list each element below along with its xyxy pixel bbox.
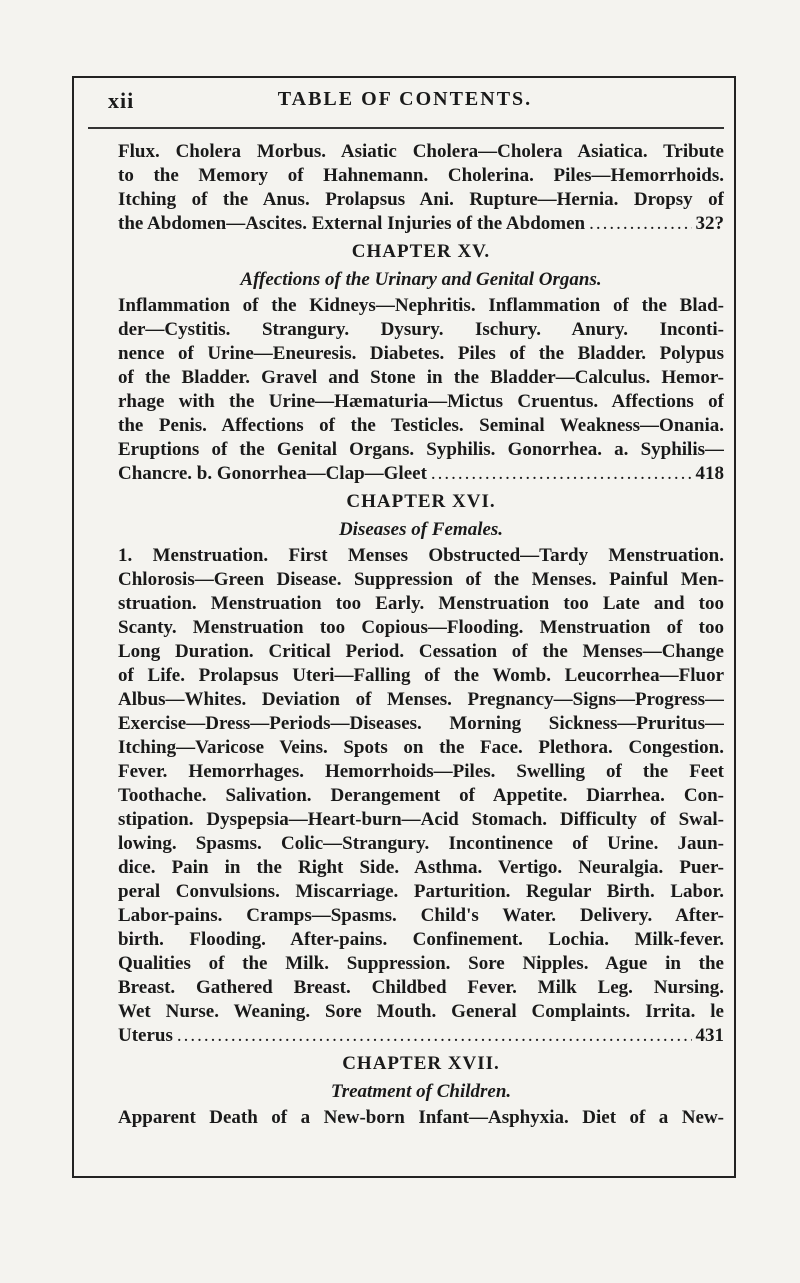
toc-entry-text: the Abdomen—Ascites. External Injuries of the Abdomen — [118, 213, 586, 234]
toc-line: Eruptions of the Genital Organs. Syphilis. Gonorrhea. a. Syphilis— — [118, 439, 724, 460]
toc-line: Fever. Hemorrhages. Hemorrhoids—Piles. Swelling of the Feet — [118, 761, 724, 782]
toc-line: Itching of the Anus. Prolapsus Ani. Rupture—Hernia. Dropsy of — [118, 189, 724, 210]
page-header — [80, 86, 730, 122]
toc-line: Labor-pains. Cramps—Spasms. Child's Water. Delivery. After- — [118, 905, 724, 926]
toc-line: Qualities of the Milk. Suppression. Sore Nipples. Ague in the — [118, 953, 724, 974]
chapter-subtitle: Affections of the Urinary and Genital Organs. — [240, 269, 602, 290]
chapter-heading: CHAPTER XVI. — [346, 491, 496, 512]
dot-leader — [177, 1024, 692, 1048]
toc-line: Apparent Death of a New-born Infant—Asphyxia. Diet of a New- — [118, 1107, 724, 1128]
page-number: xii — [108, 88, 135, 113]
toc-line: stipation. Dyspepsia—Heart-burn—Acid Stomach. Difficulty of Swal- — [118, 809, 724, 830]
toc-line: Long Duration. Critical Period. Cessation of the Menses—Change — [118, 641, 724, 662]
toc-line: rhage with the Urine—Hæmaturia—Mictus Cruentus. Affections of — [118, 391, 724, 412]
toc-line: to the Memory of Hahnemann. Cholerina. Piles—Hemorrhoids. — [118, 165, 724, 186]
dot-leader — [589, 212, 691, 236]
toc-line: of Life. Prolapsus Uteri—Falling of the Womb. Leucorrhea—Fluor — [118, 665, 724, 686]
toc-line: Itching—Varicose Veins. Spots on the Face. Plethora. Congestion. — [118, 737, 724, 758]
toc-page-number: 32? — [695, 213, 724, 234]
chapter-xvi — [118, 490, 724, 1048]
toc-line: nence of Urine—Eneuresis. Diabetes. Piles of the Bladder. Polypus — [118, 343, 724, 364]
running-title: TABLE OF CONTENTS. — [277, 88, 533, 110]
toc-entry-final — [118, 1024, 724, 1048]
toc-entry-text: Chancre. b. Gonorrhea—Clap—Gleet — [118, 463, 427, 484]
toc-line: peral Convulsions. Miscarriage. Parturition. Regular Birth. Labor. — [118, 881, 724, 902]
chapter-xv — [118, 240, 724, 486]
dot-leader — [431, 462, 692, 486]
toc-line: lowing. Spasms. Colic—Strangury. Incontinence of Urine. Jaun- — [118, 833, 724, 854]
toc-entry-final — [118, 212, 724, 236]
toc-content — [118, 140, 724, 1130]
toc-line: birth. Flooding. After-pains. Confinement. Lochia. Milk-fever. — [118, 929, 724, 950]
toc-line: Scanty. Menstruation too Copious—Flooding. Menstruation of too — [118, 617, 724, 638]
toc-block-continued — [118, 140, 724, 236]
toc-line: struation. Menstruation too Early. Menstruation too Late and too — [118, 593, 724, 614]
toc-line: Breast. Gathered Breast. Childbed Fever. Milk Leg. Nursing. — [118, 977, 724, 998]
chapter-subtitle: Treatment of Children. — [330, 1081, 512, 1102]
toc-line: the Penis. Affections of the Testicles. Seminal Weakness—Onania. — [118, 415, 724, 436]
toc-line: Inflammation of the Kidneys—Nephritis. Inflammation of the Blad- — [118, 295, 724, 316]
toc-entry-final — [118, 462, 724, 486]
toc-line: of the Bladder. Gravel and Stone in the Bladder—Calculus. Hemor- — [118, 367, 724, 388]
chapter-heading: CHAPTER XVII. — [342, 1053, 500, 1074]
toc-line: 1. Menstruation. First Menses Obstructed—Tardy Menstruation. — [118, 545, 724, 566]
toc-line: dice. Pain in the Right Side. Asthma. Vertigo. Neuralgia. Puer- — [118, 857, 724, 878]
toc-line: Albus—Whites. Deviation of Menses. Pregnancy—Signs—Progress— — [118, 689, 724, 710]
toc-page-number: 418 — [695, 463, 724, 484]
toc-entry-text: Uterus — [118, 1025, 173, 1046]
toc-line: Toothache. Salivation. Derangement of Appetite. Diarrhea. Con- — [118, 785, 724, 806]
toc-line: Flux. Cholera Morbus. Asiatic Cholera—Cholera Asiatica. Tribute — [118, 141, 724, 162]
toc-line: Exercise—Dress—Periods—Diseases. Morning Sickness—Pruritus— — [118, 713, 724, 734]
toc-line: der—Cystitis. Strangury. Dysury. Ischury. Anury. Inconti- — [118, 319, 724, 340]
header-rule — [88, 127, 724, 129]
toc-line: Wet Nurse. Weaning. Sore Mouth. General Complaints. Irrita. le — [118, 1001, 724, 1022]
toc-page-number: 431 — [695, 1025, 724, 1046]
chapter-heading: CHAPTER XV. — [351, 241, 491, 262]
chapter-xvii — [118, 1052, 724, 1130]
chapter-subtitle: Diseases of Females. — [338, 519, 504, 540]
toc-line: Chlorosis—Green Disease. Suppression of the Menses. Painful Men- — [118, 569, 724, 590]
